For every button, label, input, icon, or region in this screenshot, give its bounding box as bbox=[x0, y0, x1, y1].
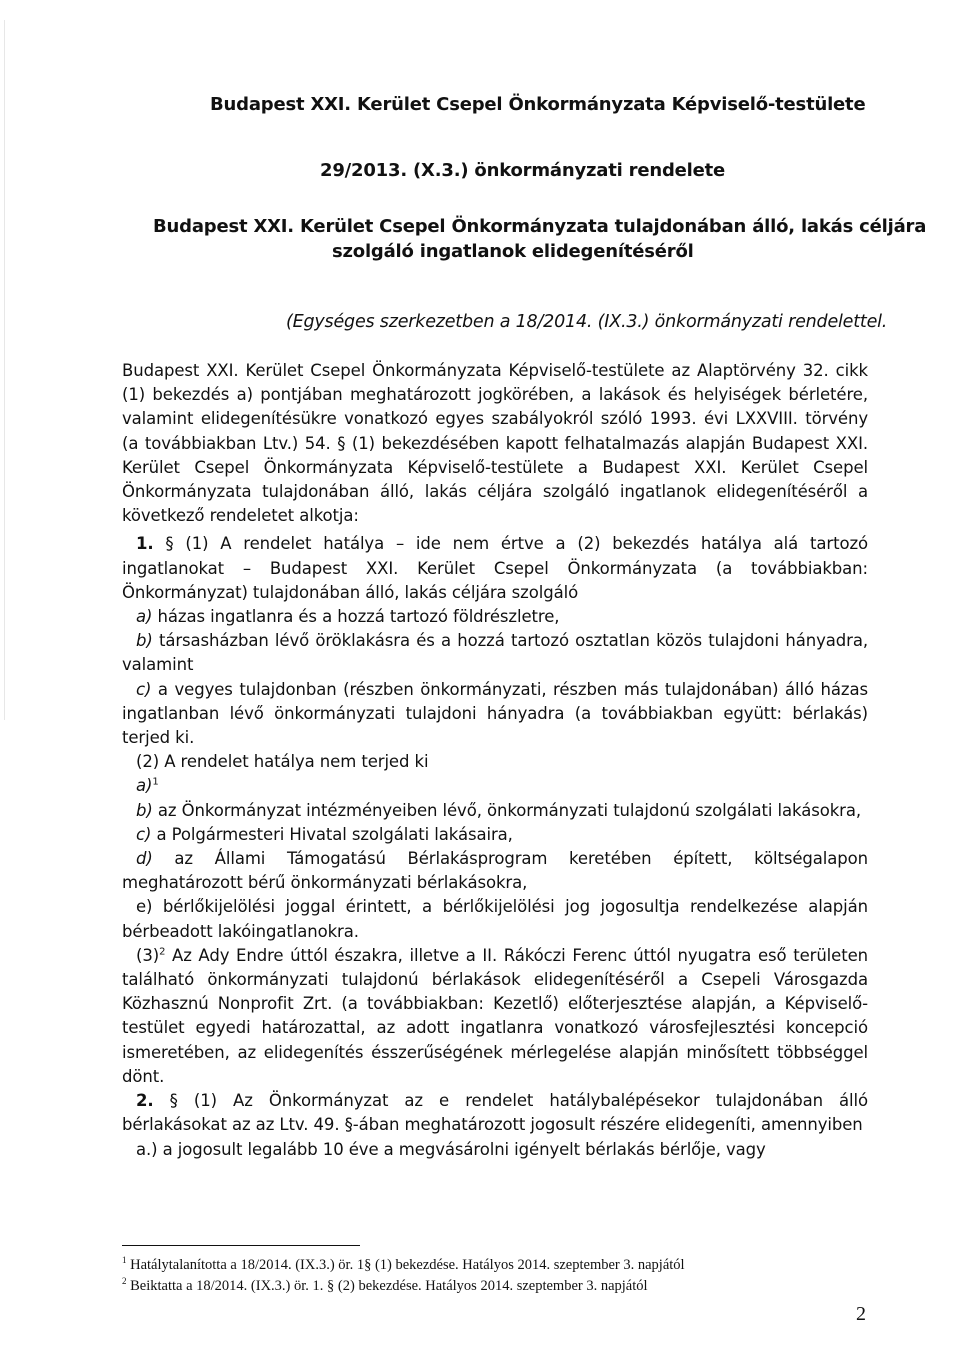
item-c-mark: c) bbox=[136, 679, 152, 699]
para-3-label: (3) bbox=[136, 945, 160, 965]
footnote-ref-1: 1 bbox=[152, 776, 159, 788]
decree-number: 29/2013. (X.3.) önkormányzati rendelete bbox=[320, 160, 726, 181]
issuing-body-title: Budapest XXI. Kerület Csepel Önkormányzata Képviselő-testülete bbox=[210, 94, 866, 115]
paragraph-2-item-e: e) bérlőkijelölési joggal érintett, a bérlőkijelölési jog jogosultja rendelkezése alapján bérbeadott lakóingatlanokra. bbox=[122, 897, 868, 941]
p2-item-a-mark: a) bbox=[136, 776, 153, 796]
section-2-item-a: a.) a jogosult legalább 10 éve a megvásárolni igényelt bérlakás bérlője, vagy bbox=[136, 1139, 766, 1159]
footnote-separator bbox=[122, 1245, 360, 1246]
paragraph-2-item-d bbox=[122, 847, 868, 895]
decree-subject-line-2: szolgáló ingatlanok elidegenítéséről bbox=[332, 241, 694, 262]
paragraph-2-item-a bbox=[122, 774, 868, 798]
consolidation-note: (Egységes szerkezetben a 18/2014. (IX.3.) önkormányzati rendelettel. bbox=[286, 312, 888, 332]
footnote-2-text: Beiktatta a 18/2014. (IX.3.) ör. 1. § (2) bekezdése. Hatályos 2014. szeptember 3. napjától bbox=[126, 1278, 648, 1294]
p2-item-d-text: az Állami Támogatású Bérlakásprogram keretében épített, költségalapon meghatározott bérű önkormányzati bérlakásokra, bbox=[122, 849, 868, 893]
item-a-mark: a) bbox=[136, 607, 153, 627]
section-1-item-b bbox=[122, 629, 868, 677]
page-number: 2 bbox=[856, 1303, 866, 1325]
footnote-ref-2: 2 bbox=[159, 946, 166, 958]
footnote-1-text: Hatálytalanította a 18/2014. (IX.3.) ör. 1§ (1) bekezdése. Hatályos 2014. szeptember 3. napjától bbox=[126, 1257, 685, 1273]
section-1-paragraph-2: (2) A rendelet hatálya nem terjed ki bbox=[136, 752, 429, 772]
section-1-number: 1. bbox=[136, 534, 154, 554]
preamble: Budapest XXI. Kerület Csepel Önkormányzata Képviselő-testülete az Alaptörvény 32. cikk (1) bekezdés a) pontjában meghatározott jogkörében, a lakások és helyiségek bérletére, valamint elidegenítésükre vonatkozó egyes szabályokról szóló 1993. évi LXXVIII. törvény (a továbbiakban Ltv.) 54. § (1) bekezdésében kapott felhatalmazás alapján Budapest XXI. Kerület Csepel Önkormányzata Képviselő-testülete a Budapest XXI. Kerület Csepel Önkormányzata tulajdonában álló, lakás céljára szolgáló ingatlanok elidegenítéséről a következő rendeletet alkotja: bbox=[122, 361, 868, 526]
section-2-number: 2. bbox=[136, 1091, 154, 1111]
item-c-text: a vegyes tulajdonban (részben önkormányzati, részben más tulajdonában) álló házas ingatlanban lévő önkormányzati tulajdoni hányadra (a továbbiakban együtt: bérlakás) terjed ki. bbox=[122, 679, 868, 748]
item-b-mark: b) bbox=[136, 631, 153, 651]
scan-edge-mark bbox=[4, 20, 5, 720]
footnote-1 bbox=[122, 1255, 685, 1276]
section-1-paragraph-1 bbox=[122, 532, 868, 605]
para-3-text: Az Ady Endre úttól északra, illetve a II. Rákóczi Ferenc úttól nyugatra eső területen található önkormányzati tulajdonú bérlakások elidegenítéséről a Csepeli Városgazda Közhasznú Nonprofit Zrt. (a továbbiakban: Kezetlő) előterjesztése alapján, a Képviselő-testület egyedi határozattal, az adott ingatlanra vonatkozó városfejlesztési koncepció ismeretében, az elidegenítés ésszerűségének mérlegelése alapján minősített többséggel dönt. bbox=[122, 945, 868, 1086]
p2-item-c-mark: c) bbox=[136, 824, 152, 844]
section-2-paragraph-1 bbox=[122, 1089, 868, 1137]
item-b-text: társasházban lévő öröklakásra és a hozzá tartozó osztatlan közös tulajdoni hányadra, valamint bbox=[122, 631, 868, 675]
section-1-paragraph-3 bbox=[122, 944, 868, 1089]
paragraph-2-item-b bbox=[122, 799, 868, 823]
item-a-text: házas ingatlanra és a hozzá tartozó földrészletre, bbox=[157, 607, 560, 627]
section-2-para-1-text: § (1) Az Önkormányzat az e rendelet hatálybalépésekor tulajdonában álló bérlakásokat az az Ltv. 49. §-ában meghatározott jogosult részére elidegeníti, amennyiben bbox=[122, 1091, 868, 1135]
paragraph-2-item-c bbox=[122, 823, 868, 847]
section-1-item-c bbox=[122, 678, 868, 751]
footnotes bbox=[122, 1255, 685, 1297]
decree-subject-line-1: Budapest XXI. Kerület Csepel Önkormányzata tulajdonában álló, lakás céljára bbox=[153, 216, 927, 237]
p2-item-c-text: a Polgármesteri Hivatal szolgálati lakásaira, bbox=[156, 824, 513, 844]
section-1-item-a bbox=[122, 605, 868, 629]
p2-item-d-mark: d) bbox=[136, 849, 153, 869]
footnote-2 bbox=[122, 1276, 685, 1297]
decree-body bbox=[122, 359, 868, 1162]
footnote-2-mark: 2 bbox=[122, 1276, 127, 1287]
section-1-para-1-text: § (1) A rendelet hatálya – ide nem értve a (2) bekezdés hatálya alá tartozó ingatlanokat – Budapest XXI. Kerület Csepel Önkormányzata (a továbbiakban: Önkormányzat) tulajdonában álló, lakás céljára szolgáló bbox=[122, 534, 868, 602]
p2-item-b-text: az Önkormányzat intézményeiben lévő, önkormányzati tulajdonú szolgálati lakásokra, bbox=[157, 800, 861, 820]
footnote-1-mark: 1 bbox=[122, 1255, 127, 1266]
p2-item-b-mark: b) bbox=[136, 800, 153, 820]
